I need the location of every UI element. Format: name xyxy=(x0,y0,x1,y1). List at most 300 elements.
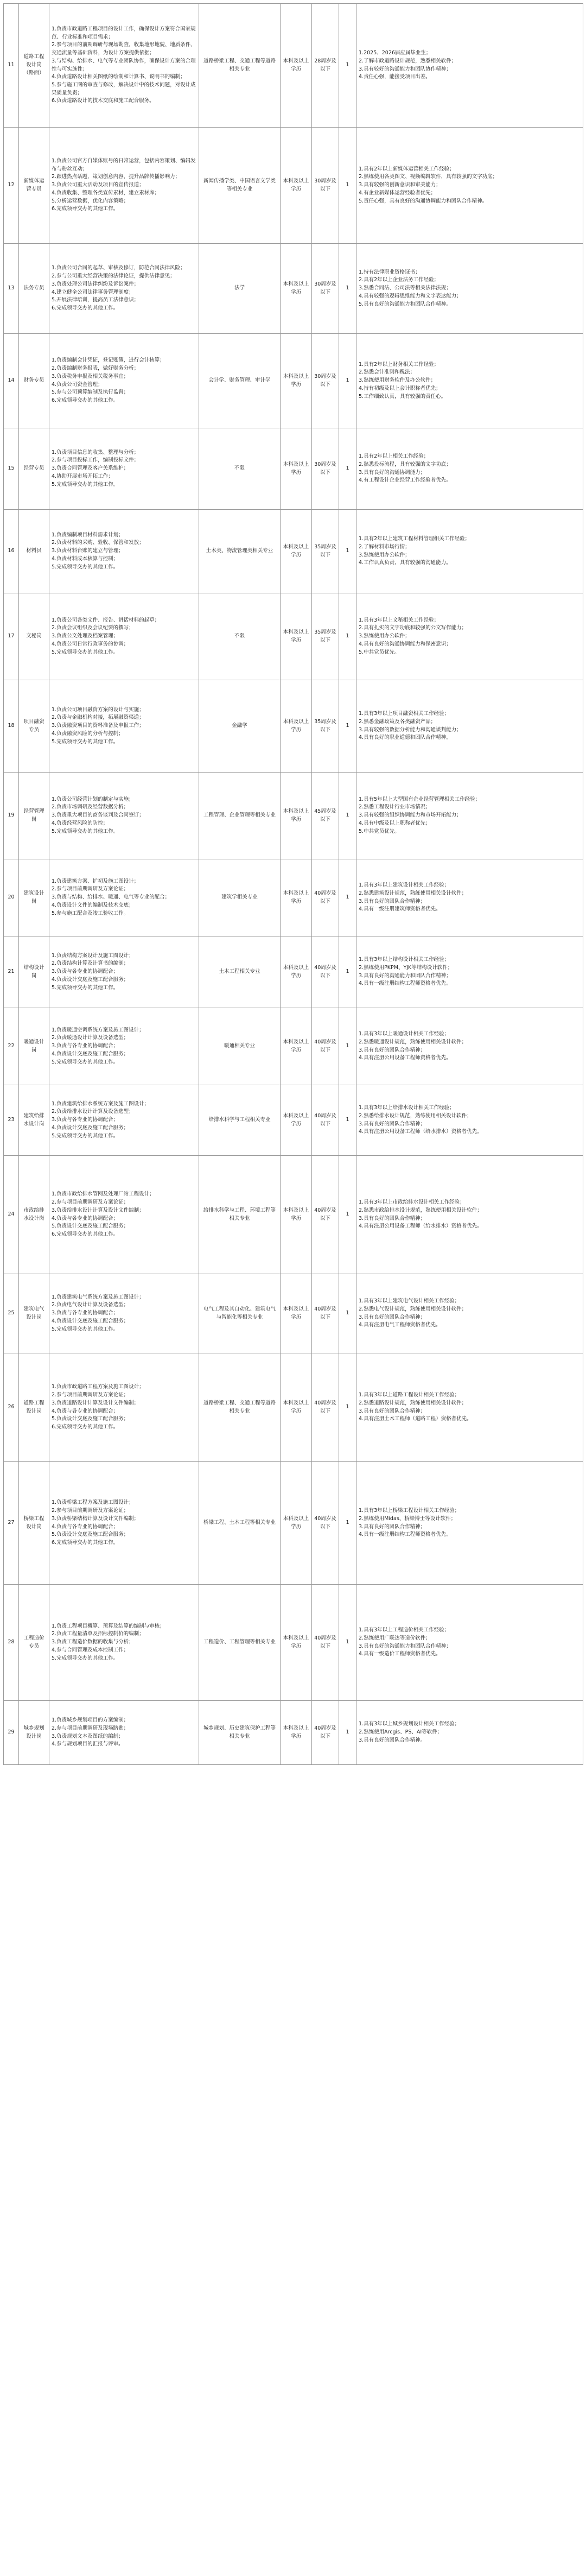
duty-line: 3.负责规划文本及图纸的编制； xyxy=(52,1733,124,1739)
job-table-sheet xyxy=(3,3,583,1765)
job-duties xyxy=(49,128,199,244)
table-row xyxy=(4,859,583,936)
headcount: 1 xyxy=(339,334,356,428)
duty-line: 6.完成领导交办的其他工作。 xyxy=(52,206,119,212)
duty-line: 2.负责暖通设计计算及设备选型； xyxy=(52,1035,129,1041)
major-requirement: 暖通相关专业 xyxy=(199,1008,281,1085)
duty-line: 5.参与公司预算编制及执行监督； xyxy=(52,389,129,396)
duty-line: 3.负责融资项目的资料准备及申报工作； xyxy=(52,723,144,729)
job-duties xyxy=(49,1701,199,1765)
headcount: 1 xyxy=(339,1156,356,1274)
requirement-line: 2.熟悉市政给排水设计规范，熟练使用相关设计软件； xyxy=(359,1207,482,1213)
duty-line: 5.完成领导交办的其他工作。 xyxy=(52,1132,119,1139)
requirement-line: 1.具有2年以上新媒体运营相关工作经验； xyxy=(359,166,455,172)
requirement-line: 3.具有良好的团队合作精神； xyxy=(359,1215,426,1221)
headcount: 1 xyxy=(339,593,356,680)
duty-line: 5.完成领导交办的其他工作。 xyxy=(52,564,119,570)
position-name: 建筑给排水设计岗 xyxy=(19,1085,49,1156)
duty-line: 2.参与公司重大经营决策的法律论证，提供法律意见； xyxy=(52,273,175,280)
row-number: 23 xyxy=(4,1085,19,1156)
requirement-line: 4.具有一级注册结构工程师资格者优先。 xyxy=(359,1531,451,1538)
table-body xyxy=(4,4,583,1765)
position-name: 城乡规划设计岗 xyxy=(19,1701,49,1765)
headcount: 1 xyxy=(339,1462,356,1585)
duty-line: 2.参与项目前期调研及方案论证； xyxy=(52,1508,129,1514)
duty-line: 6.完成领导交办的其他工作。 xyxy=(52,1423,119,1430)
duty-line: 3.负责材料台账的建立与管理； xyxy=(52,548,124,554)
duty-line: 3.负责税务申报及相关税务事宜； xyxy=(52,373,129,379)
requirement-line: 2.熟悉工程设计行业市场情况； xyxy=(359,804,431,811)
row-number: 12 xyxy=(4,128,19,244)
requirement-line: 1.具有3年以上建筑设计相关工作经验； xyxy=(359,882,450,889)
duty-line: 5.参与施工配合及竣工验收工作。 xyxy=(52,910,129,916)
other-requirements xyxy=(356,128,583,244)
duty-line: 5.负责设计交底及施工配合服务； xyxy=(52,1223,129,1230)
duty-line: 3.负责工程造价数据的收集与分析； xyxy=(52,1639,134,1645)
table-row xyxy=(4,1085,583,1156)
job-duties xyxy=(49,1274,199,1353)
other-requirements xyxy=(356,773,583,859)
requirement-line: 3.熟悉合同法、公司法等相关法律法规； xyxy=(359,285,451,292)
table-row xyxy=(4,1008,583,1085)
duty-line: 4.负责道路设计相关图纸的绘制和计算书、说明书的编制； xyxy=(52,74,186,80)
age-requirement: 30周岁及以下 xyxy=(312,244,339,334)
duty-line: 3.与结构、给排水、电气等专业团队协作，确保设计方案的合理性与可实施性； xyxy=(52,58,196,72)
table-row xyxy=(4,680,583,773)
row-number: 11 xyxy=(4,4,19,128)
requirement-line: 4.具有注册公用设备工程师（给水排水）资格者优先。 xyxy=(359,1223,482,1230)
duty-line: 4.负责公司资金管理； xyxy=(52,381,103,388)
age-requirement: 45周岁及以下 xyxy=(312,773,339,859)
education-requirement: 本科及以上学历 xyxy=(281,773,312,859)
headcount: 1 xyxy=(339,680,356,773)
requirement-line: 4.具有注册土木工程师（道路工程）资格者优先。 xyxy=(359,1416,472,1422)
requirement-line: 2.了解材料市场行情； xyxy=(359,543,410,550)
job-duties xyxy=(49,334,199,428)
duty-line: 4.参与规划项目的汇报与评审。 xyxy=(52,1741,124,1748)
other-requirements xyxy=(356,1008,583,1085)
duty-line: 1.负责公司各类文件、报告、讲话材料的起草； xyxy=(52,617,160,623)
duty-line: 4.负责融资风险的分析与控制； xyxy=(52,730,124,737)
duty-line: 5.开展法律培训，提高员工法律意识； xyxy=(52,297,139,303)
duty-line: 3.负责与各专业的协调配合； xyxy=(52,1043,119,1049)
education-requirement: 本科及以上学历 xyxy=(281,859,312,936)
age-requirement: 30周岁及以下 xyxy=(312,334,339,428)
duty-line: 6.负责道路设计的技术交底和施工配合服务。 xyxy=(52,98,155,104)
major-requirement: 不限 xyxy=(199,593,281,680)
row-number: 18 xyxy=(4,680,19,773)
requirement-line: 2.熟练使用广联达等造价软件； xyxy=(359,1635,431,1641)
duty-line: 4.负责与各专业的协调配合； xyxy=(52,1215,119,1221)
duty-line: 5.分析运营数据，优化内容策略； xyxy=(52,198,129,204)
age-requirement: 40周岁及以下 xyxy=(312,1085,339,1156)
duty-line: 2.负责编制财务报表，做好财务分析； xyxy=(52,365,139,372)
duty-line: 3.负责与各专业的协调配合； xyxy=(52,1310,119,1317)
requirement-line: 5.责任心强，具有良好的沟通协调能力和团队合作精神。 xyxy=(359,198,488,204)
education-requirement: 本科及以上学历 xyxy=(281,128,312,244)
requirement-line: 2.具有扎实的文字功底和较强的公文写作能力； xyxy=(359,625,467,631)
duty-line: 3.负责公文处理及档案管理； xyxy=(52,633,119,640)
major-requirement: 法学 xyxy=(199,244,281,334)
row-number: 15 xyxy=(4,428,19,510)
requirement-line: 2.熟悉会计准则和税法； xyxy=(359,369,416,376)
table-row xyxy=(4,334,583,428)
education-requirement: 本科及以上学历 xyxy=(281,1585,312,1701)
duty-line: 2.参与项目投标工作，编制投标文件； xyxy=(52,457,139,464)
requirement-line: 1.具有2年以上相关工作经验； xyxy=(359,453,429,460)
education-requirement: 本科及以上学历 xyxy=(281,593,312,680)
duty-line: 6.完成领导交办的其他工作。 xyxy=(52,1231,119,1237)
education-requirement: 本科及以上学历 xyxy=(281,1701,312,1765)
duty-line: 1.负责建筑给排水系统方案及施工图设计； xyxy=(52,1100,150,1107)
position-name: 结构设计岗 xyxy=(19,936,49,1008)
duty-line: 2.负责电气设计计算及设备选型； xyxy=(52,1302,129,1308)
duty-line: 4.协助开展市场开拓工作； xyxy=(52,473,113,479)
duty-line: 2.负责给排水设计计算及设备选型； xyxy=(52,1109,134,1115)
age-requirement: 40周岁及以下 xyxy=(312,1462,339,1585)
major-requirement: 新闻传播学类、中国语言文学类等相关专业 xyxy=(199,128,281,244)
requirement-line: 3.具有良好的团队合作精神； xyxy=(359,1523,426,1530)
duty-line: 3.负责合同管理及客户关系维护； xyxy=(52,465,129,472)
requirement-line: 4.具有良好的沟通协调能力和保密意识； xyxy=(359,641,451,647)
age-requirement: 35周岁及以下 xyxy=(312,593,339,680)
requirement-line: 2.熟练使用Midas、桥梁博士等设计软件； xyxy=(359,1515,456,1522)
position-name: 建筑电气设计岗 xyxy=(19,1274,49,1353)
other-requirements xyxy=(356,510,583,593)
duty-line: 4.负责与各专业的协调配合； xyxy=(52,1408,119,1414)
headcount: 1 xyxy=(339,773,356,859)
position-name: 经营专员 xyxy=(19,428,49,510)
duty-line: 3.负责道路设计计算及设计文件编制； xyxy=(52,1400,139,1406)
position-name: 材料员 xyxy=(19,510,49,593)
major-requirement: 不限 xyxy=(199,428,281,510)
position-name: 项目融资专员 xyxy=(19,680,49,773)
requirement-line: 3.具有较强的创新意识和审美能力； xyxy=(359,182,441,188)
table-row xyxy=(4,1353,583,1462)
duty-line: 1.负责公司官方自媒体账号的日常运营，包括内容策划、编辑发布与粉丝互动； xyxy=(52,157,196,172)
duty-line: 1.负责编制会计凭证，登记账簿，进行会计核算； xyxy=(52,357,165,364)
duty-line: 5.完成领导交办的其他工作。 xyxy=(52,649,119,655)
requirement-line: 4.具有一级造价工程师资格者优先。 xyxy=(359,1651,441,1657)
age-requirement: 40周岁及以下 xyxy=(312,1701,339,1765)
duty-line: 1.负责暖通空调系统方案及施工图设计； xyxy=(52,1027,144,1033)
row-number: 14 xyxy=(4,334,19,428)
requirement-line: 1.具有3年以上城乡规划设计相关工作经验； xyxy=(359,1721,460,1727)
education-requirement: 本科及以上学历 xyxy=(281,1156,312,1274)
age-requirement: 35周岁及以下 xyxy=(312,510,339,593)
requirement-line: 4.工作认真负责，具有较强的沟通能力。 xyxy=(359,560,451,566)
requirement-line: 3.具有较强的数据分析能力和沟通谈判能力； xyxy=(359,726,462,733)
duty-line: 1.负责项目信息的收集、整理与分析； xyxy=(52,449,139,455)
other-requirements xyxy=(356,428,583,510)
age-requirement: 40周岁及以下 xyxy=(312,1156,339,1274)
requirement-line: 5.中共党员优先。 xyxy=(359,828,400,834)
position-name: 法务专员 xyxy=(19,244,49,334)
row-number: 22 xyxy=(4,1008,19,1085)
major-requirement: 城乡规划、历史建筑保护工程等相关专业 xyxy=(199,1701,281,1765)
other-requirements xyxy=(356,334,583,428)
major-requirement: 道路桥梁工程、交通工程等道路相关专业 xyxy=(199,4,281,128)
requirement-line: 3.具有良好的团队合作精神； xyxy=(359,1408,426,1414)
requirement-line: 3.具有较强的组织协调能力和市场开拓能力； xyxy=(359,812,462,819)
position-name: 暖通设计岗 xyxy=(19,1008,49,1085)
major-requirement: 电气工程及其自动化、建筑电气与智能化等相关专业 xyxy=(199,1274,281,1353)
duty-line: 5.完成领导交办的其他工作。 xyxy=(52,1059,119,1065)
requirement-line: 4.具有一级注册建筑师资格者优先。 xyxy=(359,906,441,913)
education-requirement: 本科及以上学历 xyxy=(281,510,312,593)
requirement-line: 1.2025、2026届应届毕业生； xyxy=(359,50,431,56)
position-name: 文秘岗 xyxy=(19,593,49,680)
requirement-line: 4.持有初级及以上会计职称者优先； xyxy=(359,385,441,391)
duty-line: 4.负责设计文件的编制及技术交底； xyxy=(52,902,134,908)
education-requirement: 本科及以上学历 xyxy=(281,936,312,1008)
major-requirement: 土木工程相关专业 xyxy=(199,936,281,1008)
duty-line: 4.负责公司日常行政事务的协调； xyxy=(52,641,129,647)
other-requirements xyxy=(356,1701,583,1765)
duty-line: 1.负责市政道路工程方案及施工图设计； xyxy=(52,1384,144,1390)
table-row xyxy=(4,428,583,510)
row-number: 27 xyxy=(4,1462,19,1585)
headcount: 1 xyxy=(339,428,356,510)
education-requirement: 本科及以上学历 xyxy=(281,1462,312,1585)
duty-line: 3.负责处理公司法律纠纷及诉讼案件； xyxy=(52,281,139,287)
age-requirement: 30周岁及以下 xyxy=(312,128,339,244)
education-requirement: 本科及以上学历 xyxy=(281,4,312,128)
row-number: 21 xyxy=(4,936,19,1008)
requirement-line: 3.具有良好的团队合作精神； xyxy=(359,1121,426,1127)
requirement-line: 2.熟悉建筑设计规范，熟练使用相关设计软件； xyxy=(359,890,467,896)
requirement-line: 3.熟练使用办公软件； xyxy=(359,633,410,640)
job-duties xyxy=(49,1353,199,1462)
position-name: 道路工程设计岗 xyxy=(19,1353,49,1462)
duty-line: 2.参与项目的前期调研与现场勘查，收集地形地貌、地质条件、交通流量等基础资料，为设计方案提供依据； xyxy=(52,42,196,56)
duty-line: 3.负责重大项目的商务谈判及合同签订； xyxy=(52,812,144,819)
requirement-line: 3.具有良好的团队合作精神； xyxy=(359,898,426,904)
row-number: 20 xyxy=(4,859,19,936)
requirement-line: 2.熟悉投标流程，具有较强的文字功底； xyxy=(359,461,451,467)
other-requirements xyxy=(356,4,583,128)
position-name: 新媒体运营专员 xyxy=(19,128,49,244)
education-requirement: 本科及以上学历 xyxy=(281,244,312,334)
duty-line: 4.参与合同管理及成本控制工作； xyxy=(52,1647,129,1653)
duty-line: 1.负责建筑电气系统方案及施工图设计； xyxy=(52,1294,144,1300)
headcount: 1 xyxy=(339,244,356,334)
other-requirements xyxy=(356,1085,583,1156)
other-requirements xyxy=(356,859,583,936)
duty-line: 4.负责设计交底及施工配合服务； xyxy=(52,1124,129,1131)
requirement-line: 1.具有2年以上财务相关工作经验； xyxy=(359,361,440,368)
age-requirement: 40周岁及以下 xyxy=(312,1008,339,1085)
major-requirement: 金融学 xyxy=(199,680,281,773)
major-requirement: 桥梁工程、土木工程等相关专业 xyxy=(199,1462,281,1585)
education-requirement: 本科及以上学历 xyxy=(281,1353,312,1462)
duty-line: 5.完成领导交办的其他工作。 xyxy=(52,481,119,488)
job-duties xyxy=(49,936,199,1008)
headcount: 1 xyxy=(339,936,356,1008)
duty-line: 2.参与项目前期调研及方案论证； xyxy=(52,1199,129,1206)
other-requirements xyxy=(356,1462,583,1585)
table-row xyxy=(4,773,583,859)
job-duties xyxy=(49,593,199,680)
requirement-line: 1.具有3年以上暖通设计相关工作经验； xyxy=(359,1031,450,1037)
duty-line: 5.完成领导交办的其他工作。 xyxy=(52,984,119,991)
requirement-line: 4.具有注册公用设备工程师（给水排水）资格者优先。 xyxy=(359,1129,482,1135)
requirement-line: 2.熟悉道路设计规范，熟练使用相关设计软件； xyxy=(359,1400,467,1406)
position-name: 工程造价专员 xyxy=(19,1585,49,1701)
row-number: 24 xyxy=(4,1156,19,1274)
other-requirements xyxy=(356,680,583,773)
duty-line: 4.负责经营风险的防控； xyxy=(52,820,109,826)
headcount: 1 xyxy=(339,1085,356,1156)
duty-line: 2.负责与金融机构对接，拓展融资渠道； xyxy=(52,714,144,721)
requirement-line: 4.具有较强的逻辑思维能力和文字表达能力； xyxy=(359,293,462,299)
headcount: 1 xyxy=(339,1008,356,1085)
requirement-line: 4.具有注册公用设备工程师资格者优先。 xyxy=(359,1055,451,1061)
duty-line: 3.负责公司重大活动及项目的宣传报道； xyxy=(52,182,144,188)
duty-line: 6.完成领导交办的其他工作。 xyxy=(52,305,119,311)
job-duties xyxy=(49,1085,199,1156)
duty-line: 5.参与施工图的审查与修改，解决设计中的技术问题，对设计成果质量负责； xyxy=(52,81,196,96)
requirement-line: 1.具有3年以上道路工程设计相关工作经验； xyxy=(359,1392,460,1398)
duty-line: 1.负责公司合同的起草、审核及修订，防范合同法律风险； xyxy=(52,265,186,271)
requirement-line: 3.具有较好的沟通能力和团队协作精神； xyxy=(359,66,451,72)
requirement-line: 4.责任心强，能接受项目出差。 xyxy=(359,74,431,80)
requirement-line: 5.中共党员优先。 xyxy=(359,649,400,655)
position-name: 经营管理岗 xyxy=(19,773,49,859)
row-number: 29 xyxy=(4,1701,19,1765)
requirement-line: 2.熟悉暖通设计规范，熟练使用相关设计软件； xyxy=(359,1039,467,1045)
duty-line: 1.负责建筑方案、扩初及施工图设计； xyxy=(52,878,139,884)
duty-line: 5.负责设计交底及施工配合服务； xyxy=(52,1531,129,1538)
table-row xyxy=(4,1701,583,1765)
requirement-line: 2.具有2年以上企业法务工作经验； xyxy=(359,277,440,283)
duty-line: 1.负责编制项目材料需求计划； xyxy=(52,531,124,538)
other-requirements xyxy=(356,1585,583,1701)
duty-line: 6.完成领导交办的其他工作。 xyxy=(52,397,119,403)
job-duties xyxy=(49,1585,199,1701)
duty-line: 3.负责桥梁结构计算及设计文件编制； xyxy=(52,1515,139,1522)
job-table xyxy=(3,3,583,1765)
duty-line: 4.负责设计交底及施工配合服务； xyxy=(52,1318,129,1324)
duty-line: 1.负责市政给排水管网及处理厂站工程设计； xyxy=(52,1191,155,1198)
requirement-line: 2.熟悉电气设计规范，熟练使用相关设计软件； xyxy=(359,1306,467,1312)
education-requirement: 本科及以上学历 xyxy=(281,1274,312,1353)
requirement-line: 3.具有良好的沟通能力和团队合作精神； xyxy=(359,972,451,979)
job-duties xyxy=(49,680,199,773)
other-requirements xyxy=(356,1274,583,1353)
requirement-line: 4.具有中级及以上职称者优先； xyxy=(359,820,431,826)
education-requirement: 本科及以上学历 xyxy=(281,1008,312,1085)
requirement-line: 3.熟练使用办公软件； xyxy=(359,552,410,558)
other-requirements xyxy=(356,244,583,334)
major-requirement: 会计学、财务管理、审计学 xyxy=(199,334,281,428)
row-number: 16 xyxy=(4,510,19,593)
age-requirement: 40周岁及以下 xyxy=(312,936,339,1008)
job-duties xyxy=(49,1462,199,1585)
headcount: 1 xyxy=(339,859,356,936)
row-number: 28 xyxy=(4,1585,19,1701)
job-duties xyxy=(49,244,199,334)
duty-line: 1.负责公司项目融资方案的设计与实施； xyxy=(52,706,144,713)
age-requirement: 40周岁及以下 xyxy=(312,1274,339,1353)
age-requirement: 28周岁及以下 xyxy=(312,4,339,128)
requirement-line: 1.具有3年以上桥梁工程设计相关工作经验； xyxy=(359,1508,460,1514)
duty-line: 4.负责与各专业的协调配合； xyxy=(52,1523,119,1530)
duty-line: 2.负责工程量清单及招标控制价的编制； xyxy=(52,1631,144,1637)
requirement-line: 4.有工程设计企业经营工作经验者优先。 xyxy=(359,477,451,484)
requirement-line: 1.具有3年以上建筑电气设计相关工作经验； xyxy=(359,1298,460,1305)
position-name: 道路工程设计岗（路面） xyxy=(19,4,49,128)
job-duties xyxy=(49,859,199,936)
table-row xyxy=(4,4,583,128)
duty-line: 1.负责城乡规划项目的方案编制； xyxy=(52,1717,129,1724)
duty-line: 5.完成领导交办的其他工作。 xyxy=(52,738,119,745)
requirement-line: 3.熟练使用财务软件及办公软件； xyxy=(359,377,436,384)
requirement-line: 4.具有一级注册结构工程师资格者优先。 xyxy=(359,980,451,987)
duty-line: 3.负责给排水设计计算及设计文件编制； xyxy=(52,1207,144,1213)
requirement-line: 4.有企业新媒体运营经验者优先； xyxy=(359,189,436,196)
age-requirement: 40周岁及以下 xyxy=(312,859,339,936)
duty-line: 1.负责市政道路工程项目的设计工作，确保设计方案符合国家规范、行业标准和项目需求； xyxy=(52,26,196,40)
education-requirement: 本科及以上学历 xyxy=(281,334,312,428)
requirement-line: 5.具有良好的沟通能力和团队合作精神。 xyxy=(359,301,451,307)
duty-line: 4.负责收集、整理各类宣传素材，建立素材库； xyxy=(52,189,160,196)
duty-line: 4.建立健全公司法律事务管理制度； xyxy=(52,289,134,295)
requirement-line: 4.具有良好的职业道德和团队合作精神。 xyxy=(359,735,451,741)
requirement-line: 1.具有3年以上项目融资相关工作经验； xyxy=(359,711,450,717)
requirement-line: 2.熟练使用Arcgis、PS、AI等软件； xyxy=(359,1729,443,1736)
major-requirement: 建筑学相关专业 xyxy=(199,859,281,936)
duty-line: 3.负责与各专业的协调配合； xyxy=(52,969,119,975)
duty-line: 2.负责结构计算及计算书的编制； xyxy=(52,960,129,967)
table-row xyxy=(4,244,583,334)
duty-line: 3.负责与结构、给排水、暖通、电气等专业的配合； xyxy=(52,894,170,901)
duty-line: 4.负责设计交底及施工配合服务； xyxy=(52,976,129,983)
position-name: 市政给排水设计岗 xyxy=(19,1156,49,1274)
major-requirement: 土木类、物流管理类相关专业 xyxy=(199,510,281,593)
duty-line: 5.负责设计交底及施工配合服务； xyxy=(52,1416,129,1422)
headcount: 1 xyxy=(339,1585,356,1701)
requirement-line: 1.具有3年以上给排水设计相关工作经验； xyxy=(359,1105,455,1111)
requirement-line: 4.具有注册电气工程师资格者优先。 xyxy=(359,1322,441,1328)
table-row xyxy=(4,593,583,680)
row-number: 13 xyxy=(4,244,19,334)
requirement-line: 1.具有3年以上市政给排水设计相关工作经验； xyxy=(359,1199,465,1206)
duty-line: 3.负责与各专业的协调配合； xyxy=(52,1117,119,1123)
job-duties xyxy=(49,1008,199,1085)
requirement-line: 2.熟悉金融政策及各类融资产品； xyxy=(359,718,436,725)
duty-line: 1.负责公司经营计划的制定与实施； xyxy=(52,796,134,802)
other-requirements xyxy=(356,936,583,1008)
requirement-line: 5.工作细致认真，具有较强的责任心。 xyxy=(359,393,447,400)
position-name: 桥梁工程设计岗 xyxy=(19,1462,49,1585)
age-requirement: 40周岁及以下 xyxy=(312,1585,339,1701)
row-number: 17 xyxy=(4,593,19,680)
requirement-line: 3.具有良好的团队合作精神； xyxy=(359,1047,426,1053)
age-requirement: 40周岁及以下 xyxy=(312,1353,339,1462)
headcount: 1 xyxy=(339,128,356,244)
major-requirement: 工程管理、企业管理等相关专业 xyxy=(199,773,281,859)
headcount: 1 xyxy=(339,1701,356,1765)
headcount: 1 xyxy=(339,1353,356,1462)
table-row xyxy=(4,1274,583,1353)
requirement-line: 3.具有良好的沟通协调能力； xyxy=(359,469,426,476)
major-requirement: 道路桥梁工程、交通工程等道路相关专业 xyxy=(199,1353,281,1462)
table-row xyxy=(4,1156,583,1274)
requirement-line: 3.具有良好的沟通能力和团队合作精神； xyxy=(359,1643,451,1649)
duty-line: 1.负责结构方案设计及施工图设计； xyxy=(52,952,134,959)
duty-line: 2.参与项目前期调研及方案论证； xyxy=(52,886,129,893)
